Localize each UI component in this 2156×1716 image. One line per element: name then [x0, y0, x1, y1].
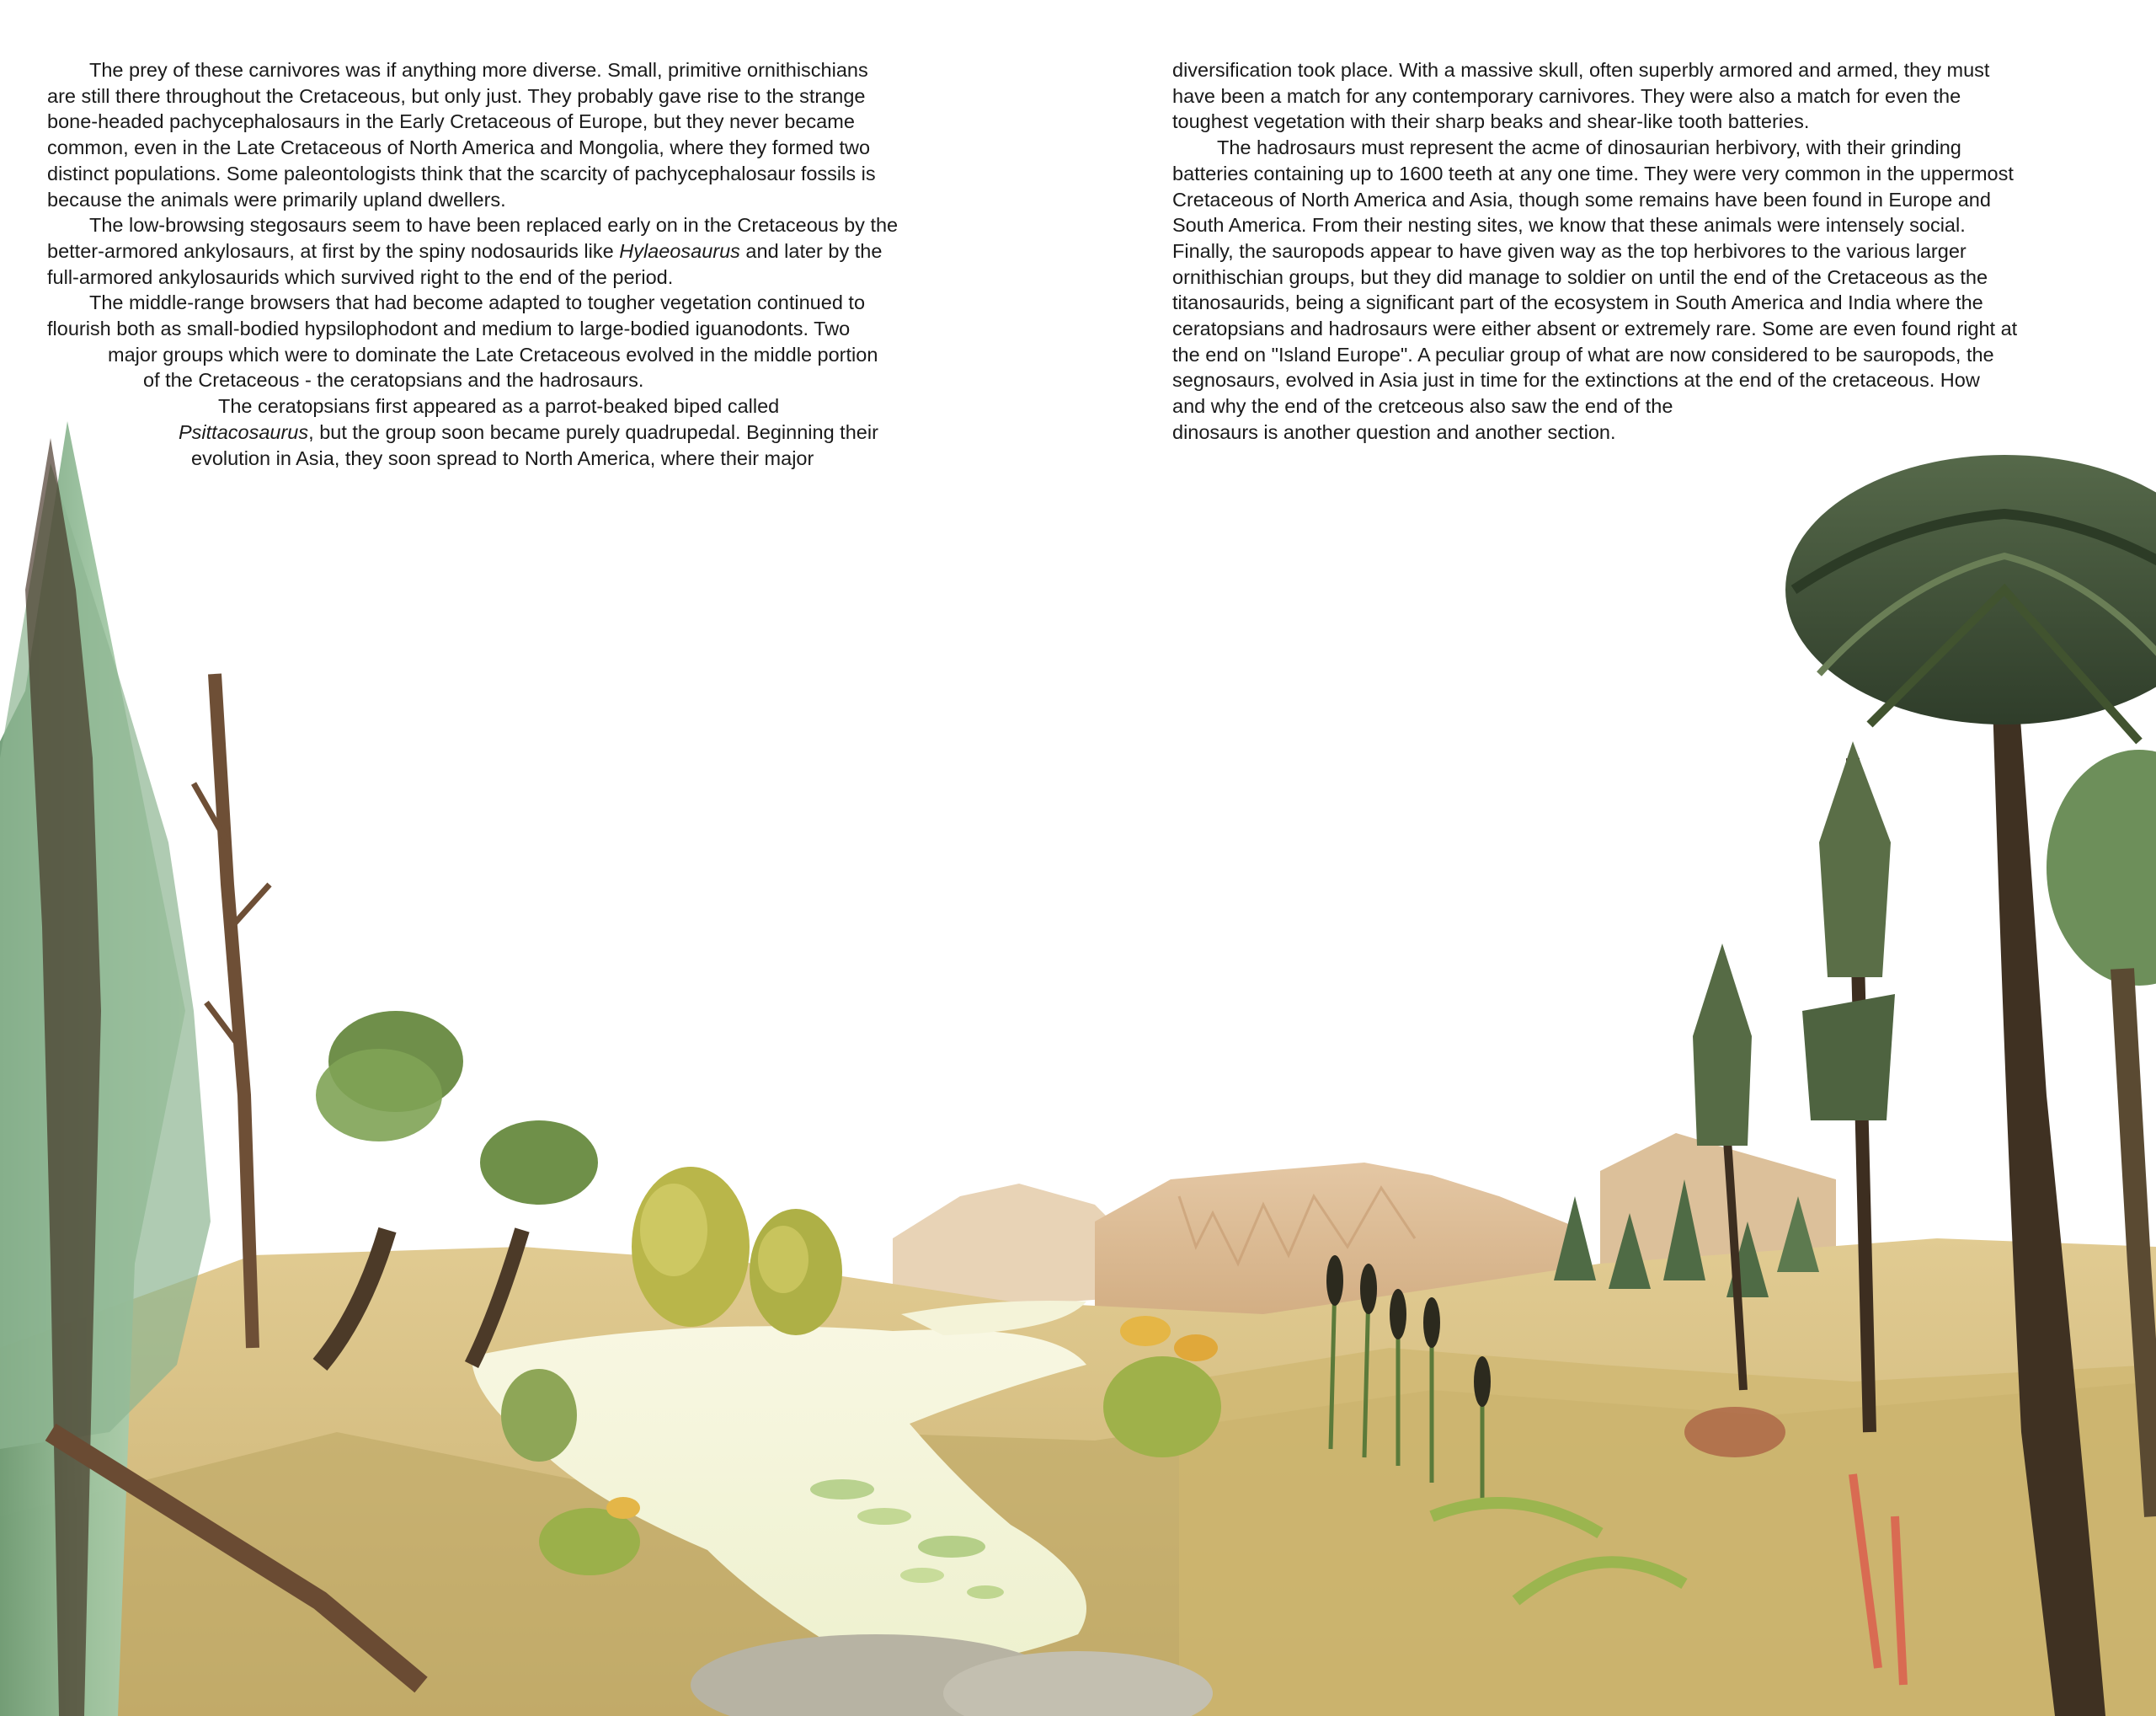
genus-name: Hylaeosaurus [619, 239, 740, 262]
right-paragraph-line: titanosaurids, being a significant part of the ecosystem in South America and India where the [1172, 291, 1983, 314]
left-paragraph-line: bone-headed pachycephalosaurs in the Early Cretaceous of Europe, but they never became [47, 110, 855, 133]
left-paragraph-line: are still there throughout the Cretaceous, but only just. They probably gave rise to the strange [47, 84, 866, 107]
left-paragraph-line: distinct populations. Some paleontologists think that the scarcity of pachycephalosaur fossils is [47, 162, 876, 184]
right-paragraph-line: Finally, the sauropods appear to have given way as the top herbivores to the various larger [1172, 239, 1967, 262]
left-paragraph-line: The low-browsing stegosaurs seem to have been replaced early on in the Cretaceous by the [89, 214, 899, 237]
right-paragraph-line: dinosaurs is another question and another section. [1172, 420, 1616, 443]
left-paragraph-line: common, even in the Late Cretaceous of North America and Mongolia, where they formed two [47, 136, 871, 159]
right-paragraph-line: and why the end of the cretceous also saw the end of the [1172, 395, 1673, 418]
text-column-right [1172, 57, 2124, 446]
right-paragraph-line: Cretaceous of North America and Asia, though some remains have been found in Europe and [1172, 188, 1991, 211]
left-paragraph-line [47, 238, 1007, 265]
right-paragraph-line: The hadrosaurs must represent the acme of dinosaurian herbivory, with their grinding [1217, 136, 1961, 159]
left-paragraph-line: flourish both as small-bodied hypsilophodont and medium to large-bodied iguanodonts. Two [47, 318, 851, 340]
right-paragraph-line: ornithischian groups, but they did manage to soldier on until the end of the Cretaceous as the [1172, 265, 1988, 288]
text-segment: and later by the [739, 239, 883, 262]
right-paragraph-line: diversification took place. With a massive skull, often superbly armored and armed, they must [1172, 59, 1990, 81]
ground [0, 1238, 2156, 1716]
left-paragraph-line: evolution in Asia, they soon spread to North America, where their major [191, 446, 814, 469]
left-paragraph-line: of the Cretaceous - the ceratopsians and the hadrosaurs. [143, 369, 644, 392]
right-paragraph-line: ceratopsians and hadrosaurs were either absent or extremely rare. Some are even found right at [1172, 318, 2018, 340]
right-paragraph-line: have been a match for any contemporary carnivores. They were also a match for even the [1172, 84, 1961, 107]
right-paragraph-line: toughest vegetation with their sharp beaks and shear-like tooth batteries. [1172, 110, 1810, 133]
left-paragraph-line: The prey of these carnivores was if anything more diverse. Small, primitive ornithischians [89, 59, 868, 81]
left-paragraph-line: major groups which were to dominate the Late Cretaceous evolved in the middle portion [108, 343, 878, 366]
right-paragraph-line: batteries containing up to 1600 teeth at any one time. They were very common in the uppermost [1172, 162, 2014, 184]
right-paragraph-line: the end on "Island Europe". A peculiar group of what are now considered to be sauropods, the [1172, 343, 1994, 366]
right-paragraph-line: segnosaurs, evolved in Asia just in time for the extinctions at the end of the cretaceous. How [1172, 369, 1980, 392]
left-paragraph-line: The middle-range browsers that had become adapted to tougher vegetation continued to [89, 291, 866, 314]
left-paragraph-line: The ceratopsians first appeared as a parrot-beaked biped called [218, 395, 780, 418]
left-paragraph-line: because the animals were primarily upland dwellers. [47, 188, 506, 211]
text-segment: better-armored ankylosaurs, at first by the spiny nodosaurids like [47, 239, 620, 262]
text-segment: , but the group soon became purely quadrupedal. Beginning their [308, 420, 878, 443]
left-paragraph-line: full-armored ankylosaurids which survived right to the end of the period. [47, 265, 674, 288]
left-paragraph-line [47, 420, 1007, 446]
text-column-left [47, 57, 1007, 471]
genus-name: Psittacosaurus [179, 420, 309, 443]
right-paragraph-line: South America. From their nesting sites, we know that these animals were intensely social. [1172, 214, 1966, 237]
